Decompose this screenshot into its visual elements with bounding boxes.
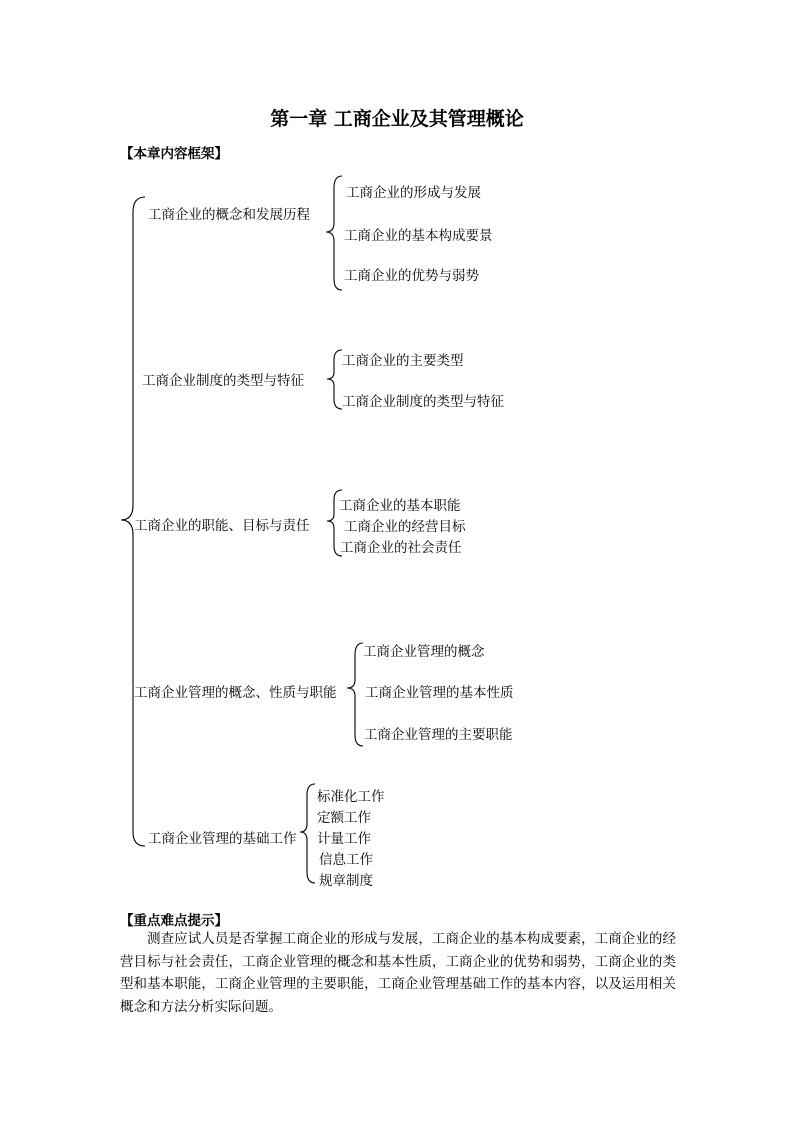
framework-subitem: 信息工作 — [319, 852, 373, 868]
framework-subitem: 工商企业的优势与弱势 — [344, 268, 479, 284]
framework-item-4: 工商企业管理的概念、性质与职能 — [134, 685, 337, 701]
brace-group-5 — [300, 784, 315, 883]
framework-item-2: 工商企业制度的类型与特征 — [142, 373, 304, 389]
key-points-heading: 【重点难点提示】 — [120, 913, 228, 929]
framework-subitem: 工商企业管理的基本性质 — [365, 685, 514, 701]
chapter-title: 第一章 工商企业及其管理概论 — [270, 108, 524, 130]
framework-subitem: 规章制度 — [319, 873, 373, 889]
framework-subitem: 工商企业的经营目标 — [344, 519, 466, 535]
framework-item-3: 工商企业的职能、目标与责任 — [134, 518, 310, 534]
framework-heading: 【本章内容框架】 — [120, 146, 228, 162]
brace-group-2 — [327, 350, 342, 409]
framework-subitem: 工商企业管理的概念 — [363, 644, 485, 660]
key-points-text: 测查应试人员是否掌握工商企业的形成与发展，工商企业的基本构成要素，工商企业的经营目标与社会责任，工商企业管理的概念和基本性质，工商企业的优势和弱势，工商企业的类型和基本职能，工商企业管理的主要职能，工商企业管理基础工作的基本内容，以及运用相关概念和方法分析实际问题。 — [120, 931, 676, 1015]
framework-subitem: 工商企业制度的类型与特征 — [342, 394, 504, 410]
framework-subitem: 工商企业的形成与发展 — [346, 185, 481, 201]
framework-subitem: 标准化工作 — [317, 789, 385, 805]
framework-subitem: 工商企业的社会责任 — [340, 540, 462, 556]
brace-group-4 — [347, 643, 363, 746]
framework-subitem: 计量工作 — [317, 831, 371, 847]
framework-subitem: 定额工作 — [317, 810, 371, 826]
framework-item-5: 工商企业管理的基础工作 — [148, 831, 297, 847]
framework-subitem: 工商企业管理的主要职能 — [364, 727, 513, 743]
framework-item-1: 工商企业的概念和发展历程 — [148, 207, 310, 223]
framework-subitem: 工商企业的主要类型 — [342, 353, 464, 369]
framework-subitem: 工商企业的基本构成要景 — [344, 228, 493, 244]
framework-subitem: 工商企业的基本职能 — [339, 498, 461, 514]
brace-group-1 — [326, 176, 342, 290]
